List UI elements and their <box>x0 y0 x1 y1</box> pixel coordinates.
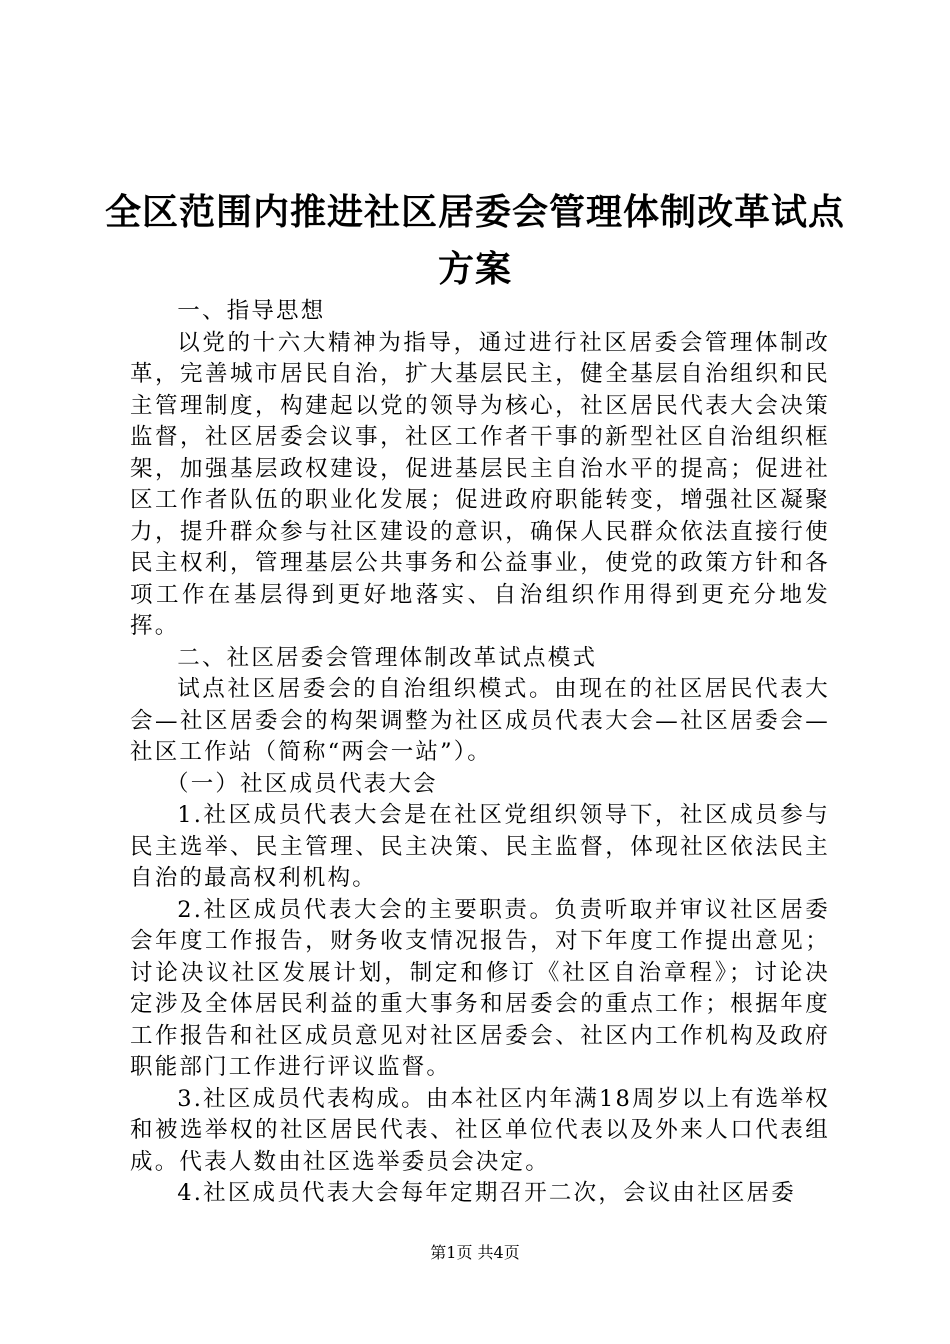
document-body <box>130 296 830 1210</box>
document-title-line-1: 全区范围内推进社区居委会管理体制改革试点 <box>104 191 845 233</box>
subsection-heading-member-congress: （一）社区成员代表大会 <box>166 770 438 797</box>
paragraph-guiding-ideology: 以党的十六大精神为指导，通过进行社区居委会管理体制改革，完善城市居民自治，扩大基层民主，健全基层自治组织和民主管理制度，构建起以党的领导为核心，社区居民代表大会决策监督，社区居委会议事，社区工作者干事的新型社区自治组织框架，加强基层政权建设，促进基层民主自治水平的提高；促进社区工作者队伍的职业化发展；促进政府职能转变，增强社区凝聚力，提升群众参与社区建设的意识，确保人民群众依法直接行使民主权利，管理基层公共事务和公益事业，使党的政策方针和各项工作在基层得到更好地落实、自治组织作用得到更充分地发挥。 <box>130 329 830 639</box>
page-footer: 第1页 共4页 <box>430 1243 520 1262</box>
document-title-line-2: 方案 <box>437 248 512 290</box>
paragraph-item-3: 3.社区成员代表构成。由本社区内年满18周岁以上有选举权和被选举权的社区居民代表、社区单位代表以及外来人口代表组成。代表人数由社区选举委员会决定。 <box>130 1085 830 1175</box>
paragraph-item-1: 1.社区成员代表大会是在社区党组织领导下，社区成员参与民主选举、民主管理、民主决策、民主监督，体现社区依法民主自治的最高权利机构。 <box>130 802 830 891</box>
paragraph-item-4: 4.社区成员代表大会每年定期召开二次，会议由社区居委 <box>177 1180 796 1206</box>
section-heading-pilot-model: 二、社区居委会管理体制改革试点模式 <box>177 644 598 671</box>
paragraph-item-2: 2.社区成员代表大会的主要职责。负责听取并审议社区居委会年度工作报告，财务收支情况报告，对下年度工作提出意见；讨论决议社区发展计划，制定和修订《社区自治章程》；讨论决定涉及全体居民利益的重大事务和居委会的重点工作；根据年度工作报告和社区成员意见对社区居委会、社区内工作机构及政府职能部门工作进行评议监督。 <box>130 896 830 1080</box>
paragraph-pilot-model: 试点社区居委会的自治组织模式。由现在的社区居民代表大会—社区居委会的构架调整为社区成员代表大会—社区居委会—社区工作站（简称“两会一站”）。 <box>130 676 830 765</box>
section-heading-guiding-ideology: 一、指导思想 <box>177 298 326 324</box>
